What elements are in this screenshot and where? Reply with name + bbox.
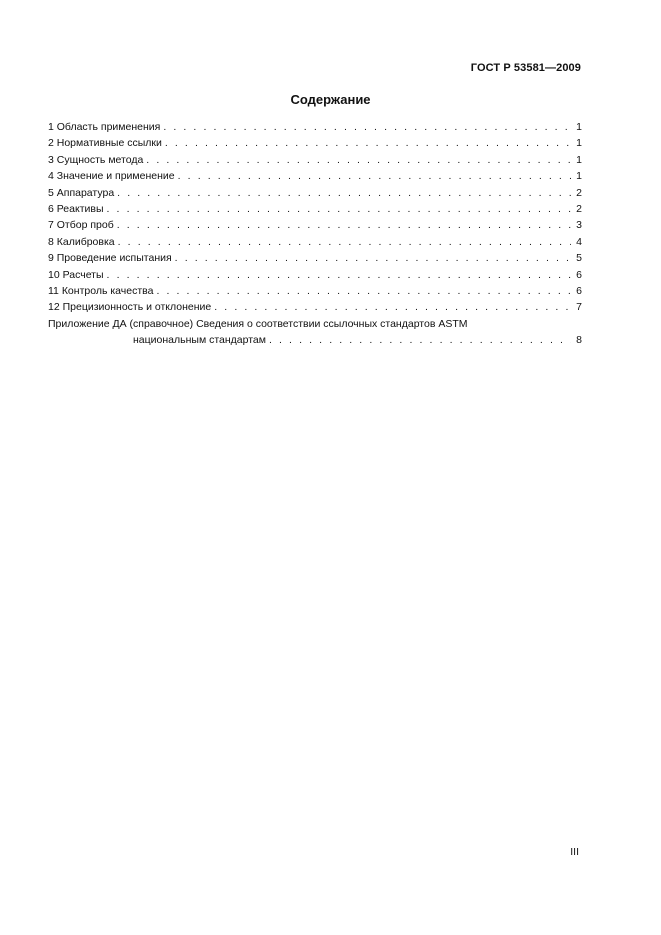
toc-entry-label: 11 Контроль качества <box>48 285 154 298</box>
dot-leader <box>178 168 571 184</box>
toc-entry[interactable] <box>48 267 582 283</box>
toc-entry[interactable] <box>48 185 582 201</box>
toc-entry[interactable] <box>48 168 582 184</box>
toc-entry-label: 9 Проведение испытания <box>48 252 172 265</box>
toc-entry-label: 12 Прецизионность и отклонение <box>48 301 212 314</box>
toc-entry-page: 1 <box>576 137 582 150</box>
toc-entry-page: 1 <box>576 170 582 183</box>
document-code: ГОСТ Р 53581—2009 <box>470 62 581 74</box>
toc-entry-label: 4 Значение и применение <box>48 170 175 183</box>
dot-leader <box>165 135 571 151</box>
dot-leader <box>156 283 571 299</box>
toc-entry-page: 2 <box>576 186 582 199</box>
toc-entry[interactable] <box>48 217 582 233</box>
toc-entry-label: 6 Реактивы <box>48 203 104 216</box>
toc-entry-page: 6 <box>576 285 582 298</box>
dot-leader <box>146 152 571 168</box>
toc-entry-page: 3 <box>576 219 582 232</box>
toc-entry[interactable] <box>48 250 582 266</box>
dot-leader <box>107 201 572 217</box>
toc-entry-page: 1 <box>576 121 582 133</box>
toc-entry[interactable] <box>48 201 582 217</box>
dot-leader <box>117 185 571 201</box>
toc-entry-label: 7 Отбор проб <box>48 219 114 232</box>
toc-entry-page: 2 <box>576 203 582 216</box>
toc-annex-label-line2: национальным стандартам <box>133 334 266 347</box>
dot-leader <box>117 217 571 233</box>
dot-leader <box>163 119 571 135</box>
toc-entry[interactable] <box>48 152 582 168</box>
table-of-contents <box>48 119 582 349</box>
dot-leader <box>269 332 571 348</box>
toc-entry-page: 6 <box>576 268 582 281</box>
toc-entry-page: 4 <box>576 235 582 248</box>
toc-entry-label: 10 Расчеты <box>48 268 104 281</box>
dot-leader <box>118 234 571 250</box>
toc-entry[interactable] <box>48 299 582 315</box>
toc-entry-label: 5 Аппаратура <box>48 186 115 199</box>
toc-entry-page: 1 <box>576 153 582 166</box>
toc-entry-label: 1 Область применения <box>48 121 161 133</box>
dot-leader <box>214 299 571 315</box>
toc-entry-label: 3 Сущность метода <box>48 153 144 166</box>
toc-annex-line2 <box>48 332 582 348</box>
toc-entry[interactable] <box>48 119 582 135</box>
toc-entry[interactable] <box>48 283 582 299</box>
toc-annex-label-line1: Приложение ДА (справочное) Сведения о соответствии ссылочных стандартов ASTM <box>48 317 468 330</box>
toc-annex-entry[interactable] <box>48 316 582 349</box>
toc-entry-label: 8 Калибровка <box>48 235 115 248</box>
toc-entry-page: 7 <box>576 301 582 314</box>
toc-entry[interactable] <box>48 135 582 151</box>
dot-leader <box>107 267 571 283</box>
dot-leader <box>175 250 571 266</box>
page-number: III <box>570 846 579 858</box>
toc-annex-page: 8 <box>576 334 582 347</box>
toc-title: Содержание <box>290 92 371 107</box>
toc-entry-page: 5 <box>576 252 582 265</box>
toc-entry-label: 2 Нормативные ссылки <box>48 137 162 150</box>
toc-entry[interactable] <box>48 234 582 250</box>
